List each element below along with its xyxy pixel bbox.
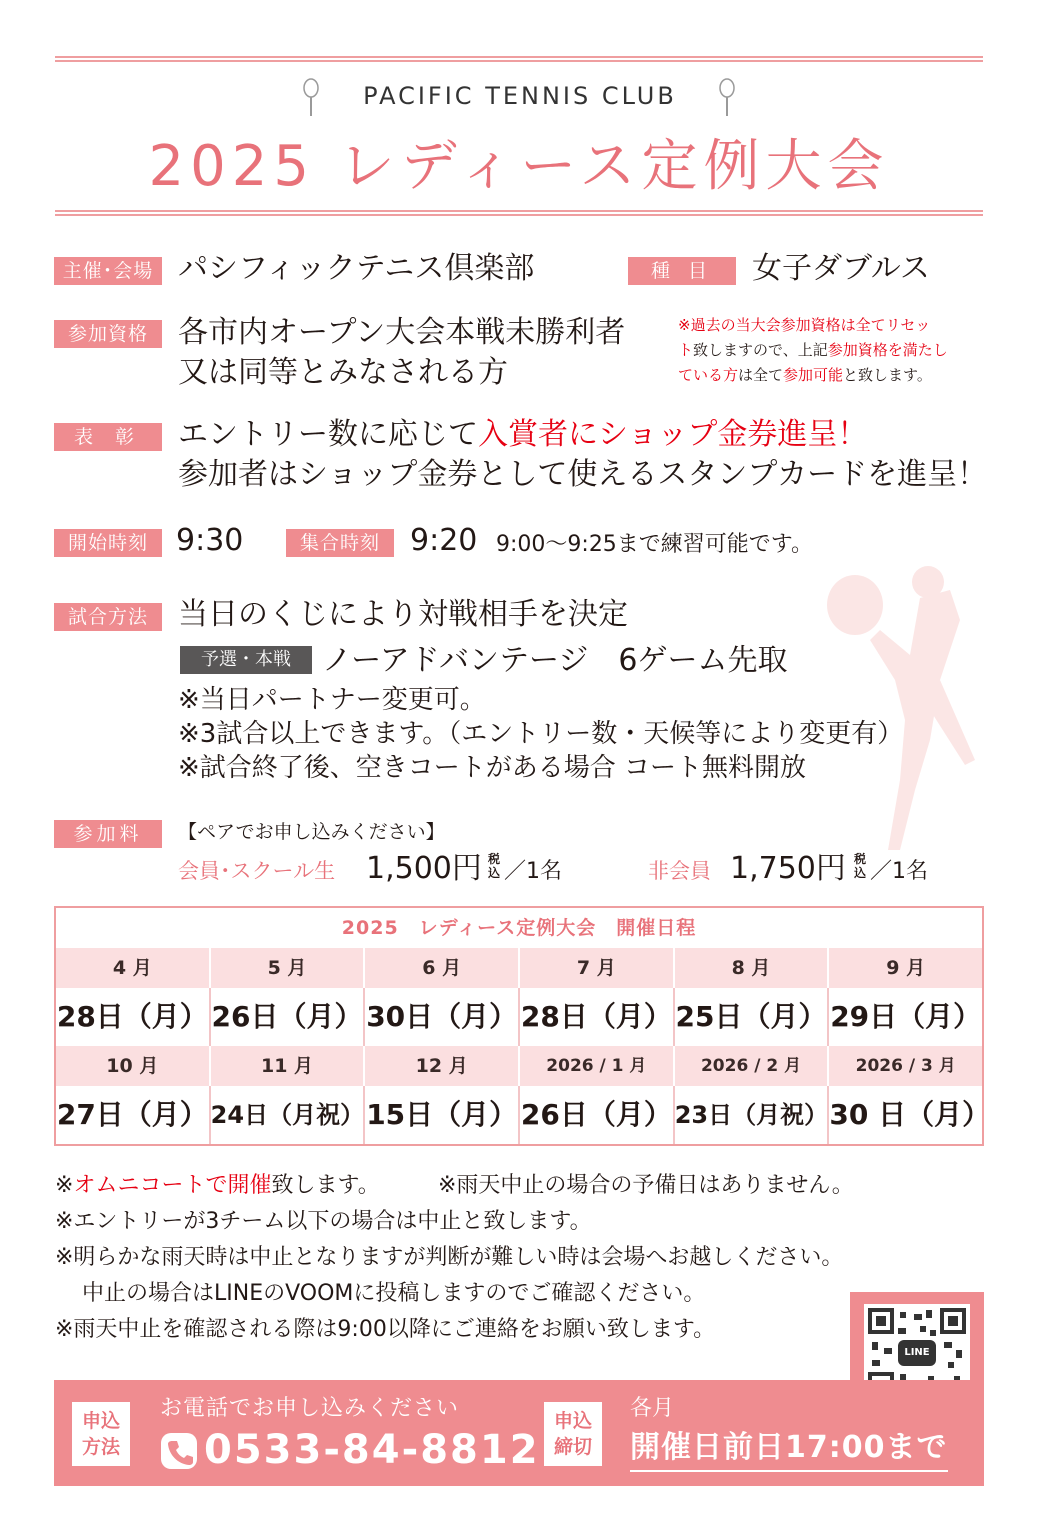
- day-cell: 30日（月）: [365, 988, 520, 1046]
- start-time-value: 9:30: [176, 523, 244, 558]
- deadline-label: 申込 締切: [544, 1402, 602, 1466]
- schedule-title: 2025 レディース定例大会 開催日程: [341, 917, 697, 939]
- gather-time-value: 9:20: [410, 523, 478, 558]
- fee-member-per: ／1名: [504, 859, 562, 884]
- day-cell: 25日（月）: [675, 988, 830, 1046]
- host-value: パシフィックテニス倶楽部: [178, 251, 535, 286]
- award-line2: 参加者はショップ金券として使えるスタンプカードを進呈！: [178, 457, 988, 492]
- apply-text: お電話でお申し込みください: [160, 1396, 460, 1421]
- award-label: 表 彰: [54, 423, 162, 451]
- schedule-month-row-2: [56, 1046, 982, 1086]
- schedule-month-row-1: [56, 948, 982, 988]
- deadline-top: 各月: [630, 1396, 675, 1421]
- racket-icon-right: [716, 78, 738, 118]
- match-method-label: 試合方法: [54, 603, 162, 631]
- note-min-entry: ※エントリーが3チーム以下の場合は中止と致します。: [55, 1209, 592, 1234]
- match-note-1: ※当日パートナー変更可。: [178, 685, 486, 715]
- day-cell: 30 日（月）: [829, 1098, 991, 1131]
- month-cell: 5 月: [211, 948, 366, 988]
- day-cell: 24日（月祝）: [211, 1086, 366, 1144]
- event-value: 女子ダブルス: [752, 251, 930, 286]
- day-cell: 27日（月）: [56, 1086, 211, 1144]
- month-cell: 12 月: [365, 1046, 520, 1086]
- fee-member-tax: 税込: [488, 852, 501, 880]
- note-contact-after: ※雨天中止を確認される際は9:00以降にご連絡をお願い致します。: [55, 1317, 716, 1342]
- fee-label: 参加料: [54, 820, 162, 848]
- schedule-table: [54, 906, 991, 1146]
- qualification-label: 参加資格: [54, 320, 162, 348]
- qualification-line1: 各市内オープン大会本戦未勝利者: [178, 315, 626, 350]
- month-cell: 8 月: [675, 948, 830, 988]
- day-cell: 26日（月）: [520, 1086, 675, 1144]
- month-cell: 4 月: [56, 948, 211, 988]
- month-cell: 6 月: [365, 948, 520, 988]
- apply-method-label: 申込 方法: [72, 1402, 130, 1466]
- schedule-day-row-1: [56, 988, 982, 1046]
- event-label: 種 目: [628, 257, 736, 285]
- match-sub-label: 予選・本戦: [180, 646, 312, 674]
- phone-number[interactable]: 0533-84-8812: [204, 1427, 540, 1473]
- fee-note: 【ペアでお申し込みください】: [178, 821, 445, 843]
- match-line1: 当日のくじにより対戦相手を決定: [178, 597, 628, 632]
- note-line-voom: 中止の場合はLINEのVOOMに投稿しますのでご確認ください。: [82, 1281, 706, 1306]
- fee-nonmember-per: ／1名: [870, 859, 928, 884]
- tennis-player-silhouette: [800, 560, 990, 860]
- day-cell: 26日（月）: [211, 988, 366, 1046]
- qr-line-label: LINE: [904, 1347, 930, 1358]
- racket-icon-left: [300, 78, 322, 118]
- fee-member-label: 会員･スクール生: [178, 859, 336, 883]
- day-cell: 28日（月）: [56, 988, 211, 1046]
- fee-nonmember-value: 1,750円: [730, 851, 846, 886]
- award-line1: エントリー数に応じて入賞者にショップ金券進呈！: [178, 417, 868, 452]
- fee-nonmember-tax: 税込: [854, 852, 867, 880]
- note-omni-court: ※オムニコートで開催致します。: [55, 1173, 380, 1198]
- day-cell: 23日（月祝）: [675, 1086, 830, 1144]
- month-cell: 7 月: [520, 948, 675, 988]
- schedule-day-row-2: [56, 1086, 991, 1144]
- application-footer: [54, 1380, 984, 1486]
- day-cell: 15日（月）: [365, 1086, 520, 1144]
- practice-note: 9:00～9:25まで練習可能です。: [496, 532, 814, 557]
- note-rain: ※明らかな雨天時は中止となりますが判断が難しい時は会場へお越しください。: [55, 1245, 844, 1270]
- day-cell: 29日（月）: [830, 1000, 982, 1033]
- qualification-line2: 又は同等とみなされる方: [178, 355, 508, 390]
- page-title: 2025 レディース定例大会: [148, 134, 890, 199]
- host-label: 主催･会場: [54, 257, 162, 285]
- month-cell: 9 月: [886, 957, 926, 979]
- note-no-reserve-day: ※雨天中止の場合の予備日はありません。: [438, 1173, 854, 1198]
- month-cell: 10 月: [56, 1046, 211, 1086]
- month-cell: 2026 / 1 月: [520, 1046, 675, 1086]
- qualification-note: ※過去の当大会参加資格は全てリセッ ト致しますので、上記参加資格を満たし ている方は全て参加可能と致します。: [678, 316, 948, 384]
- header-bottom-rule: [55, 210, 983, 216]
- header-top-rule: [55, 56, 983, 62]
- start-time-label: 開始時刻: [54, 529, 162, 557]
- phone-icon: [160, 1432, 198, 1470]
- day-cell: 28日（月）: [520, 988, 675, 1046]
- fee-member-value: 1,500円: [366, 851, 482, 886]
- fee-nonmember-label: 非会員: [648, 859, 711, 883]
- club-name: PACIFIC TENNIS CLUB: [363, 82, 677, 110]
- deadline-text: 開催日前日17:00まで: [630, 1428, 948, 1472]
- month-cell: 2026 / 3 月: [855, 1056, 956, 1076]
- match-note-3: ※試合終了後、空きコートがある場合 コート無料開放: [178, 753, 807, 783]
- match-rule: ノーアドバンテージ 6ゲーム先取: [322, 643, 788, 678]
- month-cell: 11 月: [211, 1046, 366, 1086]
- gather-time-label: 集合時刻: [286, 529, 394, 557]
- month-cell: 2026 / 2 月: [675, 1046, 830, 1086]
- match-note-2: ※3試合以上できます。（エントリー数・天候等により変更有）: [178, 719, 904, 749]
